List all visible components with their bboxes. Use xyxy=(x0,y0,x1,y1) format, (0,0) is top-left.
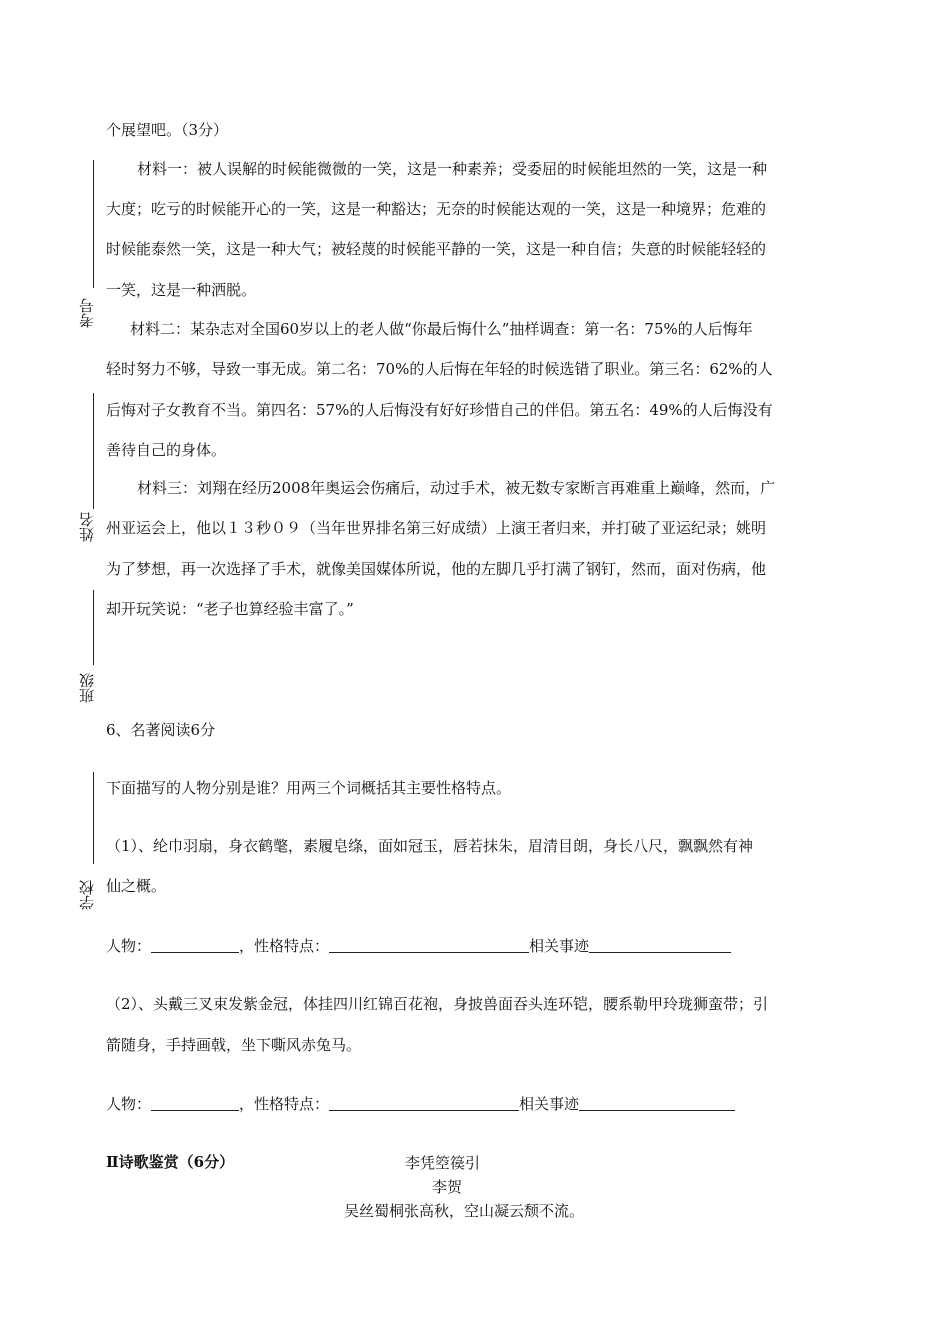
deed-label: 相关事迹 xyxy=(519,1095,580,1113)
material1-line: 材料一：被人误解的时候能微微的一笑，这是一种素养；受委屈的时候能坦然的一笑，这是一种 xyxy=(137,160,768,178)
material2-line: 后悔对子女教育不当。第四名：57%的人后悔没有好好珍惜自己的伴侣。第五名：49%的人后悔没有 xyxy=(106,401,773,419)
q6-item1-line: （1）、纶巾羽扇，身衣鹤氅，素履皂绦，面如冠玉，唇若抹朱，眉清目朗，身长八尺，飘飘然有神 xyxy=(106,837,754,855)
trait-label: ，性格特点： xyxy=(239,937,330,955)
person-blank[interactable] xyxy=(151,936,239,953)
material3-line: 州亚运会上，他以１３秒０９（当年世界排名第三好成绩）上演王者归来，并打破了亚运纪录；姚明 xyxy=(106,519,767,537)
material2-line: 轻时努力不够，导致一事无成。第二名：70%的人后悔在年轻的时候选错了职业。第三名：62%的人 xyxy=(106,360,773,378)
q6-heading: 6、名著阅读6分 xyxy=(106,721,216,739)
person-label: 人物： xyxy=(106,1095,152,1113)
poem-author: 李贺 xyxy=(432,1178,463,1196)
trait-label: ，性格特点： xyxy=(239,1095,330,1113)
trait-blank[interactable] xyxy=(329,936,529,953)
side-label-exam-no: 考号 xyxy=(78,298,96,328)
binding-line-3 xyxy=(93,590,94,665)
section2-heading: Ⅱ诗歌鉴赏（6分） xyxy=(106,1153,235,1171)
deed-blank[interactable] xyxy=(589,936,731,953)
poem-line: 吴丝蜀桐张高秋，空山凝云颓不流。 xyxy=(344,1202,585,1220)
material2-line: 善待自己的身体。 xyxy=(106,441,227,459)
q6-instruction: 下面描写的人物分别是谁？用两三个词概括其主要性格特点。 xyxy=(106,779,512,797)
material3-line: 材料三：刘翔在经历2008年奥运会伤痛后，动过手术，被无数专家断言再难重上巅峰，然而，广 xyxy=(137,479,776,497)
deed-blank[interactable] xyxy=(579,1094,735,1111)
binding-line-4 xyxy=(93,772,94,864)
material3-line: 却开玩笑说：“老子也算经验丰富了。” xyxy=(106,600,354,618)
person-blank[interactable] xyxy=(151,1094,239,1111)
material1-line: 一笑，这是一种洒脱。 xyxy=(106,281,257,299)
q6-item1-line: 仙之概。 xyxy=(106,877,167,895)
poem-title: 李凭箜篌引 xyxy=(405,1154,481,1172)
side-label-name: 姓名 xyxy=(78,512,96,542)
q6-answer-row-2 xyxy=(106,1092,735,1116)
material3-line: 为了梦想，再一次选择了手术，就像美国媒体所说，他的左脚几乎打满了钢钉，然而，面对伤病，他 xyxy=(106,560,767,578)
q6-answer-row-1 xyxy=(106,934,731,958)
person-label: 人物： xyxy=(106,937,152,955)
deed-label: 相关事迹 xyxy=(529,937,590,955)
q6-item2-line: 箭随身，手持画戟，坐下嘶风赤兔马。 xyxy=(106,1036,362,1054)
binding-line-1 xyxy=(93,160,94,288)
material1-line: 时候能泰然一笑，这是一种大气；被轻蔑的时候能平静的一笑，这是一种自信；失意的时候能轻轻的 xyxy=(106,240,767,258)
material2-line: 材料二：某杂志对全国60岁以上的老人做“你最后悔什么”抽样调查：第一名：75%的人后悔年 xyxy=(130,320,753,338)
top-line: 个展望吧。（3分） xyxy=(106,121,229,139)
side-label-class: 班级 xyxy=(78,673,96,703)
q6-item2-line: （2）、头戴三叉束发紫金冠，体挂四川红锦百花袍，身披兽面吞头连环铠，腰系勒甲玲珑狮蛮带；引 xyxy=(106,995,769,1013)
binding-line-2 xyxy=(93,393,94,509)
material1-line: 大度；吃亏的时候能开心的一笑，这是一种豁达；无奈的时候能达观的一笑，这是一种境界；危难的 xyxy=(106,200,767,218)
side-label-school: 学校 xyxy=(78,880,96,910)
trait-blank[interactable] xyxy=(329,1094,519,1111)
